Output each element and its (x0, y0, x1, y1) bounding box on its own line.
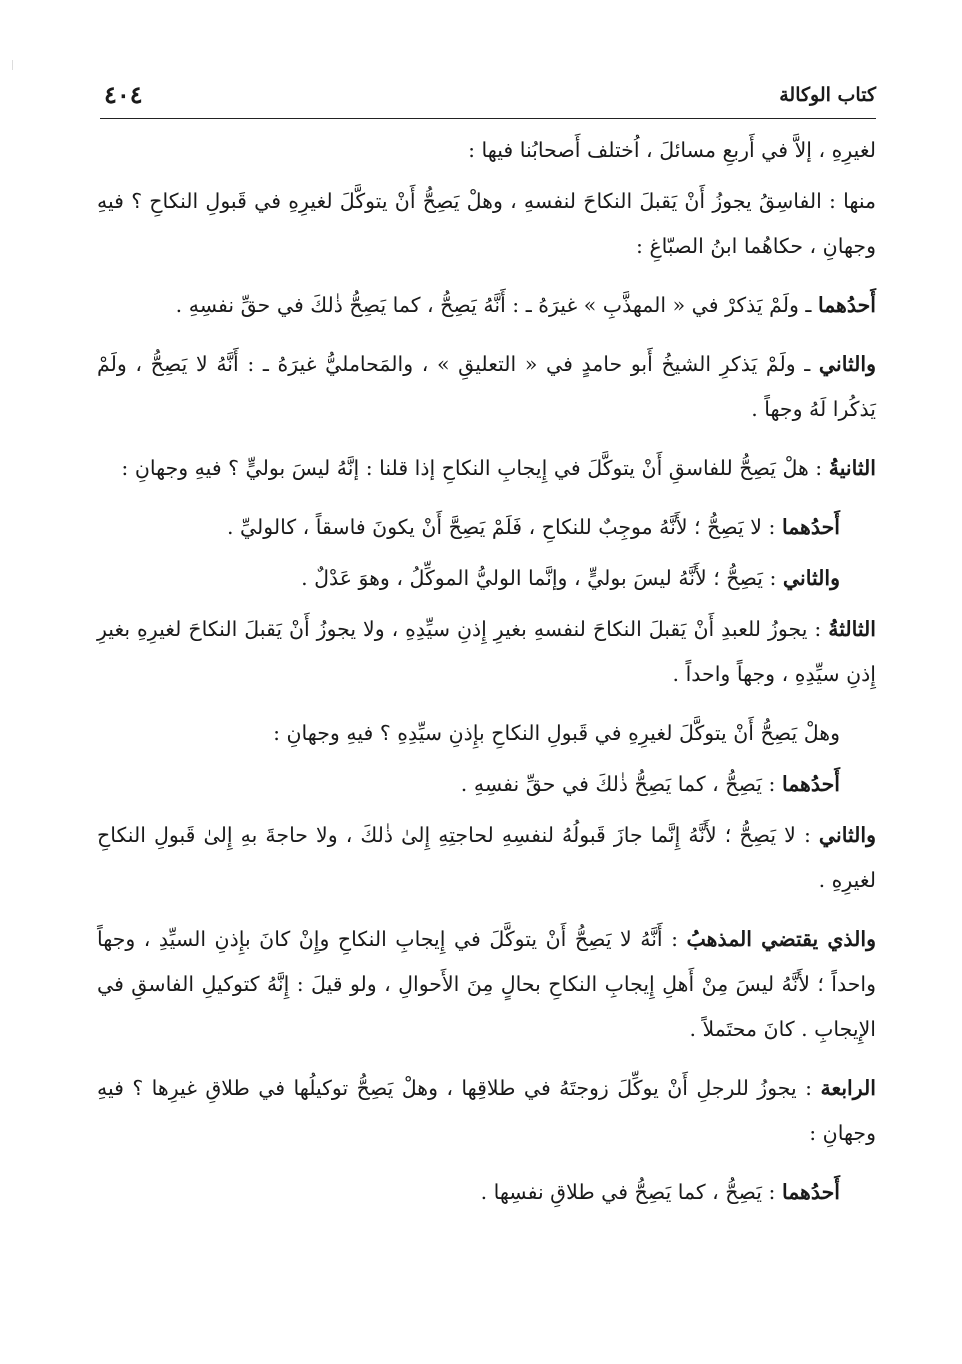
paragraph-text: : هلْ يَصِحُّ للفاسقِ أَنْ يتوكَّلَ في إِيجابِ النكاحِ إذا قلنا : إنَّهُ ليسَ بوليٍّ ؟ فيهِ وجهانِ : (121, 456, 829, 480)
paragraph (97, 711, 876, 756)
paragraph-label: والثاني (782, 566, 840, 590)
paragraph-text: منها : الفاسِقُ يجوزُ أَنْ يَقبلَ النكاحَ لنفسهِ ، وهلْ يَصِحُّ أَنْ يتوكَّلَ لغيرِهِ في قَبولِ النكاحِ ؟ فيهِ وجهانِ ، حكاهُما ابنُ الصبّاغِ : (97, 189, 876, 258)
paragraph (97, 607, 876, 697)
paragraph-text: وهلْ يَصِحُّ أَنْ يتوكَّلَ لغيرِهِ في قَبولِ النكاحِ بإِذنِ سيِّدِهِ ؟ فيهِ وجهانِ : (273, 721, 840, 745)
paragraph-text: : يَصِحُّ ، كما يَصِحُّ في طلاقِ نفسِها . (480, 1180, 782, 1204)
margin-mark (12, 60, 13, 70)
body-text (97, 128, 876, 1221)
paragraph (97, 342, 876, 432)
paragraph-text: : يَصِحُّ ؛ لأَنَّهُ ليسَ بوليٍّ ، وإنَّما الوليُّ الموكِّلُ ، وهوَ عَدْلٌ . (301, 566, 783, 590)
paragraph-label: الرابعة (820, 1076, 876, 1100)
paragraph-text: لغيرِهِ ، إلاَّ في أَربعِ مسائلَ ، اُختلف أَصحابُنا فيها : (468, 138, 876, 162)
header-divider (100, 118, 876, 119)
paragraph-text: ـ ولَمْ يَذكرْ في « المهذَّبِ » غيرَهُ ـ : أَنَّهُ يَصِحُّ ، كما يَصِحُّ ذٰلكَ في حقِّ نفسِهِ . (175, 293, 818, 317)
paragraph-text: : يجوزُ للرجلِ أَنْ يوكِّلَ زوجتَهُ في طلاقِها ، وهلْ يَصِحُّ توكيلُها في طلاقِ غيرِها ؟ فيهِ وجهانِ : (97, 1076, 876, 1145)
paragraph-label: والثاني (818, 823, 876, 847)
paragraph (97, 556, 876, 601)
paragraph-text: : لا يَصِحُّ ؛ لأَنَّهُ موجِبٌ للنكاحِ ، فَلَمْ يَصِحَّ أَنْ يكونَ فاسقاً ، كالوليِّ . (226, 515, 782, 539)
paragraph-text: : لا يَصِحُّ ؛ لأَنَّهُ إِنَّما جازَ قَبولُهُ لنفسِهِ لحاجتِهِ إِلىٰ ذٰلكَ ، ولا حاجةَ بهِ إِلىٰ قَبولِ النكاحِ لغيرِهِ . (97, 823, 876, 892)
paragraph (97, 813, 876, 903)
paragraph (97, 917, 876, 1052)
paragraph (97, 1066, 876, 1156)
paragraph-label: أَحدُهما (781, 515, 840, 539)
paragraph (97, 128, 876, 173)
page-header (100, 78, 876, 114)
paragraph-label: والثاني (818, 352, 876, 376)
paragraph-text: : يَصِحُّ ، كما يَصِحُّ ذٰلكَ في حقِّ نفسِهِ . (460, 772, 782, 796)
paragraph-label: الثانيةُ (828, 456, 876, 480)
paragraph-text: : أَنَّهُ لا يَصِحُّ أَنْ يتوكَّلَ في إِيجابِ النكاحِ وإِنْ كانَ بإِذنِ السيِّدِ ، وجهاً واحداً ؛ لأَنَّهُ ليسَ مِنْ أَهلِ إِيجابِ النكاحِ بحالٍ مِنَ الأَحوالِ ، ولو قيلَ : إِنَّهُ كتوكيلِ الفاسقِ في الإِيجابِ . كانَ محتَملاً . (97, 927, 876, 1041)
paragraph (97, 283, 876, 328)
paragraph (97, 179, 876, 269)
paragraph-label: أَحدُهما (781, 772, 840, 796)
paragraph (97, 446, 876, 491)
paragraph-text: ـ ولَمْ يَذكرِ الشيخُ أَبو حامدٍ في « التعليقِ » ، والمَحامليُّ غيرَهُ ـ : أَنَّهُ لا يَصِحُّ ، ولَمْ يَذكُرا لَهُ وجهاً . (97, 352, 876, 421)
paragraph-label: أَحدُهما (781, 1180, 840, 1204)
paragraph-label: أَحدُهما (817, 293, 876, 317)
paragraph (97, 762, 876, 807)
page-number: ٤٠٤ (104, 80, 143, 109)
running-title: كتاب الوكالة (779, 84, 876, 106)
paragraph (97, 505, 876, 550)
paragraph-label: الثالثةُ (828, 617, 876, 641)
paragraph (97, 1170, 876, 1215)
paragraph-text: : يجوزُ للعبدِ أَنْ يَقبلَ النكاحَ لنفسهِ بغيرِ إِذنِ سيِّدِهِ ، ولا يجوزُ أَنْ يَقبلَ النكاحَ لغيرِهِ بغيرِ إِذنِ سيِّدِهِ ، وجهاً واحداً . (97, 617, 876, 686)
paragraph-label: والذي يقتضي المذهبُ (686, 927, 876, 951)
